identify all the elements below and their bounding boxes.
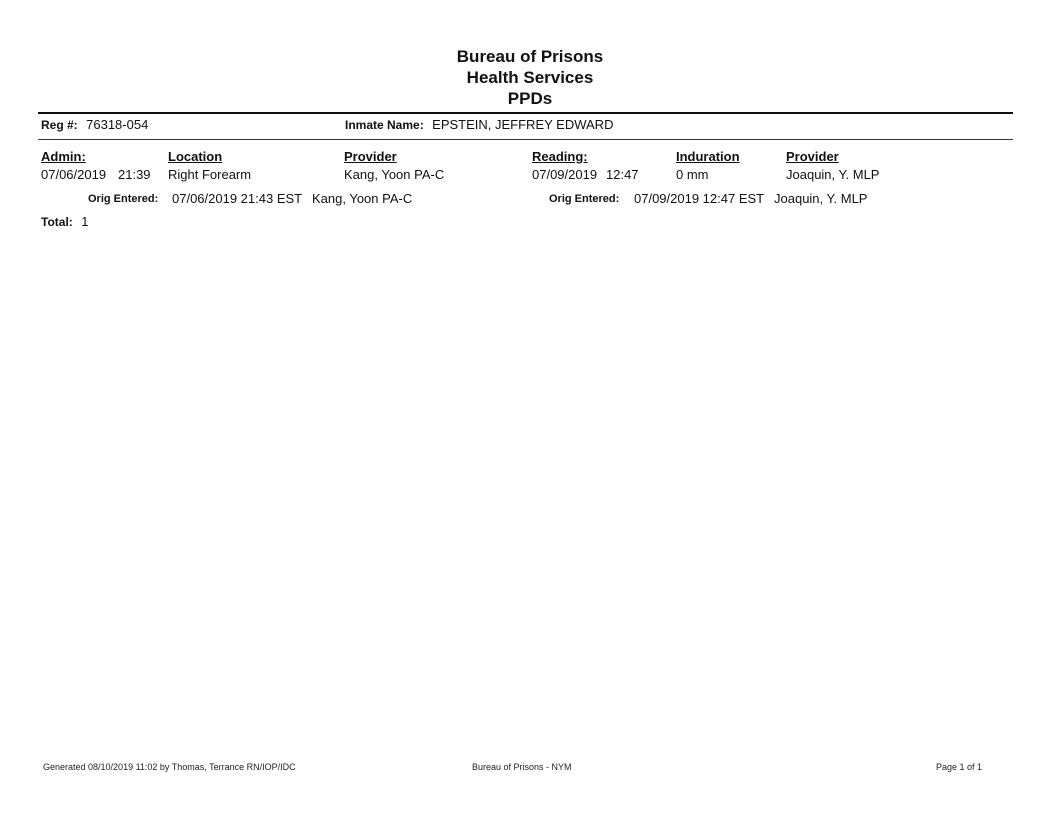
reading-provider-value: Joaquin, Y. MLP	[786, 167, 880, 182]
admin-orig-entered: 07/06/2019 21:43 EST	[172, 191, 303, 206]
location-value: Right Forearm	[168, 167, 252, 182]
footer-generated: Generated 08/10/2019 11:02 by Thomas, Terrance RN/IOP/IDC	[43, 762, 296, 772]
total-value: 1	[81, 214, 89, 229]
inmate-name-field	[345, 116, 613, 134]
reading-time: 12:47	[606, 167, 639, 182]
reading-orig-provider: Joaquin, Y. MLP	[774, 191, 868, 206]
admin-orig-provider: Kang, Yoon PA-C	[312, 191, 413, 206]
footer-facility: Bureau of Prisons - NYM	[472, 762, 572, 772]
col-reading: Reading:	[532, 149, 588, 164]
col-reading-provider: Provider	[786, 149, 839, 164]
admin-time: 21:39	[118, 167, 151, 182]
col-induration: Induration	[676, 149, 740, 164]
reg-number-field	[41, 116, 148, 134]
admin-orig-entered-label: Orig Entered:	[88, 193, 159, 205]
total-label: Total:	[41, 215, 73, 229]
col-provider: Provider	[344, 149, 397, 164]
header-title: Bureau of Prisons	[456, 47, 604, 66]
admin-date: 07/06/2019	[41, 167, 107, 182]
header-rule-bottom	[38, 139, 1013, 140]
provider-value: Kang, Yoon PA-C	[344, 167, 445, 182]
reg-number: 76318-054	[86, 117, 149, 132]
col-admin: Admin:	[41, 149, 86, 164]
col-location: Location	[168, 149, 223, 164]
reg-label: Reg #:	[41, 118, 78, 132]
inmate-name: EPSTEIN, JEFFREY EDWARD	[432, 117, 614, 132]
header-subtitle: Health Services	[466, 68, 594, 87]
reading-orig-entered: 07/09/2019 12:47 EST	[634, 191, 765, 206]
reading-date: 07/09/2019	[532, 167, 598, 182]
reading-orig-entered-label: Orig Entered:	[549, 193, 620, 205]
inmate-name-label: Inmate Name:	[345, 118, 424, 132]
induration-value: 0 mm	[676, 167, 709, 182]
footer-page-number: Page 1 of 1	[935, 762, 982, 772]
header-report-name: PPDs	[507, 89, 553, 108]
total-field	[41, 213, 88, 231]
header-rule-top	[38, 112, 1013, 114]
